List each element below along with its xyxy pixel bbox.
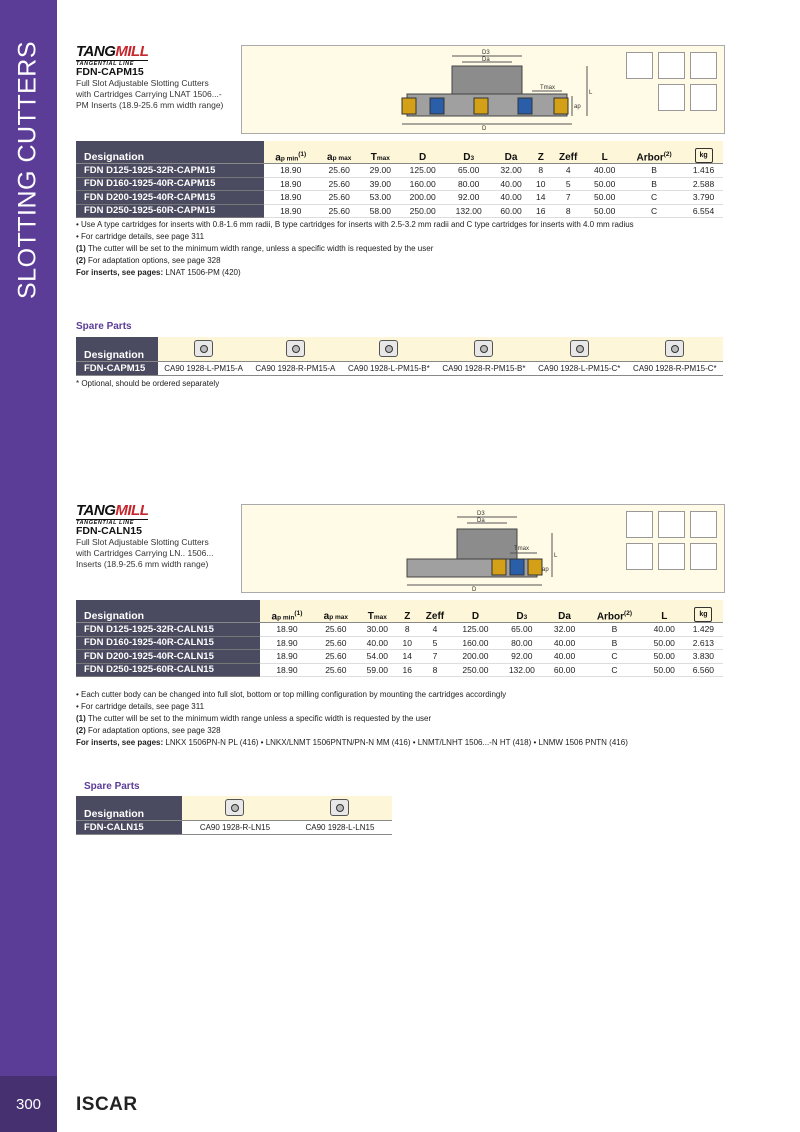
cell-z: 10 [530,177,551,191]
ap-min-label: a [271,611,278,622]
cell-d: 250.00 [400,204,446,218]
spare-row [76,362,723,376]
cell-zeff: 5 [418,636,453,650]
cell-tmax: 53.00 [361,191,400,205]
col-d3 [499,600,545,623]
cartridge-icon [570,340,589,357]
col-da: Da [492,141,531,164]
spare-item: CA90 1928-R-PM15-B* [436,362,532,376]
note-mark: (1) [76,244,86,253]
col-ap-min [264,141,317,164]
dim-da: Da [482,57,490,63]
cartridge-icon [330,799,349,816]
cartridge-icon-cell [288,796,392,821]
cell-da: 32.00 [492,164,531,178]
config-icon [626,52,653,79]
cell-arbor: C [624,204,684,218]
cell-d: 125.00 [452,623,498,637]
config-icon [658,84,685,111]
table-row [76,650,723,664]
col-da: Da [545,600,584,623]
cell-l: 50.00 [585,191,624,205]
cell-z: 16 [530,204,551,218]
spare-item: CA90 1928-L-PM15-B* [342,362,436,376]
table-row [76,177,723,191]
config-icon [690,52,717,79]
cell-ap-max: 25.60 [314,623,358,637]
desc-line: Full Slot Adjustable Slotting Cutters [76,537,209,547]
spec-table-capm [76,141,723,218]
ap-min-label: a [275,152,281,163]
cell-tmax: 39.00 [361,177,400,191]
ap-min-sup: (1) [294,609,303,617]
ap-min-sup: (1) [298,150,307,158]
spare-designation: FDN-CALN15 [76,821,182,835]
note-line [76,725,628,737]
tmax-sub: max [376,155,390,162]
notes-capm [76,219,634,279]
cartridge-icon [194,340,213,357]
cell-kg: 2.613 [684,636,723,650]
arbor-label: Arbor [596,611,625,622]
col-weight [684,141,723,164]
dim-ap: ap [574,104,581,110]
desc-line: with Cartridges Carrying LN.. 1506... [76,548,214,558]
note-line: • Each cutter body can be changed into full slot, bottom or top milling configuration by mounting the cartridges accordingly [76,690,507,699]
dim-d: D [472,587,477,592]
spare-footnote: * Optional, should be ordered separately [76,379,220,388]
note-line [76,243,634,255]
note-mark: (2) [76,256,86,265]
cell-l: 50.00 [585,177,624,191]
tmax-sub: max [373,614,387,621]
cell-da: 40.00 [545,650,584,664]
spare-header-row [76,337,723,362]
cell-l: 40.00 [585,164,624,178]
dim-l: L [589,90,593,96]
table-row [76,191,723,205]
cartridge-icon [286,340,305,357]
cell-kg: 3.790 [684,191,723,205]
spare-item: CA90 1928-R-PM15-A [249,362,342,376]
desc-line: PM Inserts (18.9-25.6 mm width range) [76,100,224,110]
cell-kg: 6.554 [684,204,723,218]
cell-arbor: B [584,636,645,650]
cell-kg: 2.588 [684,177,723,191]
note-line [76,713,628,725]
cell-d3: 65.00 [499,623,545,637]
cell-z: 8 [397,623,418,637]
cell-d3: 80.00 [446,177,492,191]
spare-col-designation: Designation [76,796,182,821]
table-row [76,623,723,637]
col-arbor [584,600,645,623]
tangmill-logo [76,44,148,68]
cell-ap-min: 18.90 [264,164,317,178]
cartridge-icon [379,340,398,357]
logo-main: TANG [76,43,116,60]
cartridge-icon-cell [249,337,342,362]
cell-tmax: 54.00 [358,650,397,664]
notes-caln [76,689,628,749]
cell-ap-min: 18.90 [260,636,314,650]
page-number: 300 [15,1096,42,1113]
table-row [76,204,723,218]
note-mark: (1) [76,714,86,723]
spare-table-capm [76,337,723,376]
cell-d: 160.00 [452,636,498,650]
cell-zeff: 8 [418,663,453,677]
cell-tmax: 59.00 [358,663,397,677]
weight-icon: kg [695,148,713,163]
cartridge-icon-cell [627,337,723,362]
cartridge-icon-cell [158,337,249,362]
product-code: FDN-CAPM15 [76,66,144,78]
row-designation: FDN D250-1925-60R-CAPM15 [76,204,264,218]
cell-tmax: 30.00 [358,623,397,637]
cell-l: 50.00 [645,663,684,677]
cell-ap-min: 18.90 [260,623,314,637]
spare-col-designation: Designation [76,337,158,362]
tmax-label: T [370,152,377,163]
cell-ap-max: 25.60 [317,164,360,178]
cell-d3: 65.00 [446,164,492,178]
product-description [76,78,223,111]
cell-ap-max: 25.60 [314,650,358,664]
arbor-sup: (2) [624,609,632,617]
note-line: • Use A type cartridges for inserts with 0.8-1.6 mm radii, B type cartridges for inserts with 2.5-3.2 mm radii and C type cartridges for inserts with 4.0 mm radius [76,220,634,229]
col-tmax [361,141,400,164]
cell-arbor: B [624,177,684,191]
cell-arbor: C [584,650,645,664]
col-arbor [624,141,684,164]
config-icon [658,52,685,79]
cell-tmax: 58.00 [361,204,400,218]
spare-table-caln [76,796,392,835]
cutter-diagram [241,504,725,593]
note-text: For adaptation options, see page 328 [85,726,221,735]
cell-z: 14 [530,191,551,205]
tangmill-logo [76,503,148,527]
desc-line: Full Slot Adjustable Slotting Cutters [76,78,209,88]
cell-tmax: 40.00 [358,636,397,650]
config-icon [658,511,685,538]
col-ap-max [314,600,358,623]
cell-z: 10 [397,636,418,650]
product-code: FDN-CALN15 [76,525,142,537]
cell-d: 250.00 [452,663,498,677]
note-text: LNKX 1506PN-N PL (416) • LNKX/LNMT 1506PNTN/PN-N MM (416) • LNMT/LNHT 1506...-N HT (418) • LNMW 1506 PNTN (416) [163,738,628,747]
logo-tagline: TANGENTIAL LINE [76,60,148,68]
col-weight [684,600,723,623]
cell-da: 32.00 [545,623,584,637]
cell-da: 60.00 [492,204,531,218]
spare-item: CA90 1928-L-PM15-C* [532,362,627,376]
arbor-label: Arbor [636,152,664,163]
ap-min-sub: p min [277,614,295,621]
arbor-sup: (2) [663,150,672,158]
col-tmax [358,600,397,623]
col-l: L [645,600,684,623]
note-label: For inserts, see pages: [76,738,164,747]
cell-d: 160.00 [400,177,446,191]
row-designation: FDN D200-1925-40R-CALN15 [76,650,260,664]
col-l: L [585,141,624,164]
dim-da: Da [477,518,485,524]
note-line: • For cartridge details, see page 311 [76,702,205,711]
cell-ap-min: 18.90 [260,663,314,677]
cell-da: 40.00 [492,177,531,191]
col-designation: Designation [76,141,264,164]
dim-d: D [482,126,487,132]
dim-ap: ap [542,567,549,573]
cell-ap-max: 25.60 [317,191,360,205]
cell-d3: 92.00 [499,650,545,664]
row-designation: FDN D160-1925-40R-CAPM15 [76,177,264,191]
desc-line: with Cartridges Carrying LNAT 1506...- [76,89,222,99]
spare-item: CA90 1928-L-PM15-A [158,362,249,376]
cell-tmax: 29.00 [361,164,400,178]
note-text: For adaptation options, see page 328 [85,256,221,265]
note-line: • For cartridge details, see page 311 [76,232,205,241]
dim-d3: D3 [482,50,490,56]
col-z: Z [530,141,551,164]
cell-ap-min: 18.90 [264,204,317,218]
note-line [76,267,634,279]
table-row [76,164,723,178]
section-title: SLOTTING CUTTERS [13,40,42,300]
cartridge-icon [665,340,684,357]
dim-l: L [554,553,558,559]
col-ap-max [317,141,360,164]
cell-ap-max: 25.60 [317,177,360,191]
row-designation: FDN D160-1925-40R-CALN15 [76,636,260,650]
spare-designation: FDN-CAPM15 [76,362,158,376]
desc-line: Inserts (18.9-25.6 mm width range) [76,559,209,569]
cartridge-icon-cell [436,337,532,362]
cell-d: 125.00 [400,164,446,178]
spare-item: CA90 1928-R-PM15-C* [627,362,723,376]
tmax-label: T [367,611,374,622]
table-row [76,663,723,677]
note-mark: (2) [76,726,86,735]
table-header-row [76,600,723,623]
cell-arbor: C [584,663,645,677]
cell-z: 16 [397,663,418,677]
note-text: LNAT 1506-PM (420) [163,268,241,277]
logo-main: TANG [76,502,116,519]
config-icon [658,543,685,570]
cell-l: 50.00 [645,636,684,650]
cell-d3: 132.00 [499,663,545,677]
cell-zeff: 8 [551,204,585,218]
cell-kg: 1.429 [684,623,723,637]
cell-d3: 92.00 [446,191,492,205]
cell-ap-max: 25.60 [314,663,358,677]
cell-ap-max: 25.60 [314,636,358,650]
note-line [76,737,628,749]
config-icon [690,543,717,570]
config-icon [626,543,653,570]
cell-d: 200.00 [400,191,446,205]
d3-sub: 3 [470,155,475,162]
table-header-row [76,141,723,164]
cell-z: 8 [530,164,551,178]
spare-header-row [76,796,392,821]
cell-d3: 132.00 [446,204,492,218]
spare-item: CA90 1928-L-LN15 [288,821,392,835]
spare-parts-title: Spare Parts [76,321,132,332]
spare-row [76,821,392,835]
cell-ap-min: 18.90 [264,191,317,205]
cartridge-icon-cell [182,796,288,821]
col-d3 [446,141,492,164]
cartridge-icon-cell [532,337,627,362]
spare-parts-title: Spare Parts [84,781,140,792]
config-icon [626,511,653,538]
cell-da: 40.00 [492,191,531,205]
cell-ap-min: 18.90 [264,177,317,191]
ap-min-sub: p min [280,155,299,162]
note-line [76,255,634,267]
cell-arbor: B [584,623,645,637]
product-description [76,537,213,570]
col-z: Z [397,600,418,623]
col-zeff: Zeff [551,141,585,164]
d3-label: D [516,611,524,622]
note-label: For inserts, see pages: [76,268,164,277]
cell-zeff: 7 [418,650,453,664]
row-designation: FDN D125-1925-32R-CAPM15 [76,164,264,178]
ap-max-sub: p max [332,155,352,162]
cell-kg: 6.560 [684,663,723,677]
ap-max-label: a [323,611,330,622]
cell-kg: 3.830 [684,650,723,664]
cell-l: 50.00 [585,204,624,218]
cell-zeff: 7 [551,191,585,205]
ap-max-sub: p max [329,614,349,621]
cell-arbor: B [624,164,684,178]
note-text: The cutter will be set to the minimum width range unless a specific width is requested by the user [85,714,432,723]
logo-accent: MILL [115,43,149,60]
d3-label: D [463,152,471,163]
col-d: D [400,141,446,164]
cartridge-icon [225,799,244,816]
cell-l: 50.00 [645,650,684,664]
cell-l: 40.00 [645,623,684,637]
cell-da: 60.00 [545,663,584,677]
spec-table-caln [76,600,723,677]
cell-d: 200.00 [452,650,498,664]
cartridge-icon [474,340,493,357]
dim-tmax: Tmax [540,85,555,91]
note-text: The cutter will be set to the minimum width range, unless a specific width is requested by the user [85,244,434,253]
cell-z: 14 [397,650,418,664]
cell-zeff: 5 [551,177,585,191]
cartridge-icon-cell [342,337,436,362]
table-row [76,636,723,650]
brand-name: ISCAR [76,1094,138,1115]
col-designation: Designation [76,600,260,623]
config-icon [690,84,717,111]
row-designation: FDN D125-1925-32R-CALN15 [76,623,260,637]
d3-sub: 3 [523,614,528,621]
ap-max-label: a [327,152,333,163]
cell-arbor: C [624,191,684,205]
col-d: D [452,600,498,623]
cell-d3: 80.00 [499,636,545,650]
cell-zeff: 4 [551,164,585,178]
dim-tmax: Tmax [514,546,529,552]
cell-kg: 1.416 [684,164,723,178]
logo-tagline: TANGENTIAL LINE [76,519,148,527]
col-zeff: Zeff [418,600,453,623]
row-designation: FDN D250-1925-60R-CALN15 [76,663,260,677]
logo-accent: MILL [115,502,149,519]
spare-item: CA90 1928-R-LN15 [182,821,288,835]
config-icon [690,511,717,538]
cell-zeff: 4 [418,623,453,637]
row-designation: FDN D200-1925-40R-CAPM15 [76,191,264,205]
cell-da: 40.00 [545,636,584,650]
col-ap-min [260,600,314,623]
cell-ap-min: 18.90 [260,650,314,664]
cell-ap-max: 25.60 [317,204,360,218]
dim-d3: D3 [477,511,485,517]
weight-icon: kg [694,607,712,622]
cutter-diagram [241,45,725,134]
